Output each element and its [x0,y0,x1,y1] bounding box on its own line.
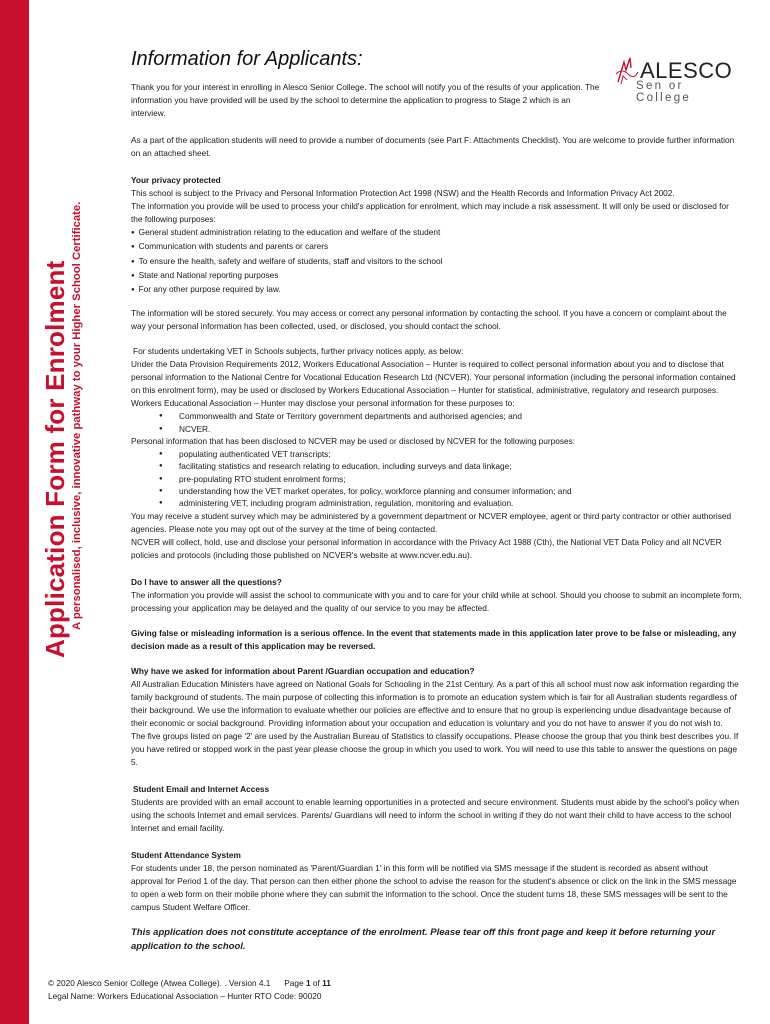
survey-paragraph: You may receive a student survey which may be administered by a government department or NCVER employee, agent or third party contractor or other authorised agencies. Please note you may opt out of the survey at the time of being contacted. [131,510,732,534]
red-side-bar [0,0,29,1024]
privacy-heading: Your privacy protected [131,175,221,185]
vet-intro: For students undertaking VET in Schools subjects, further privacy notices apply, as below: [133,346,464,357]
privacy-purposes-list [131,226,742,297]
list-item: ● administering VET, including program administration, regulation, monitoring and evaluation. [131,497,742,509]
list-item: ● facilitating statistics and research relating to education, including surveys and data linkage; [131,460,742,472]
ncver-purposes-list [131,448,742,509]
email-paragraph: Students are provided with an email account to enable learning opportunities in a protected and secure environment. Students must abide by the school's policy when using the schools Internet and email services. Parents/ Guardians will need to inform the school in writing if they do not want their child to have access to the school Internet and email facility. [131,796,740,833]
list-item: ● understanding how the VET market operates, for policy, workforce planning and consumer information; and [131,485,742,497]
list-item: ● Commonwealth and State or Territory government departments and authorised agencies; and [131,410,742,422]
occupation-paragraph: All Australian Education Ministers have agreed on National Goals for Schooling in the 21st Century. As a part of this all school must now ask information regarding the family background of students. The main purpose of collecting this information is to promote an education system which is fair for all Australian students regardless of their background. We use the information to evaluate whether our policies are effective and to ensure that no group is experiencing undue disadvantage because of their economic or social background. Providing information about your occupation and education is voluntary and you do not have to answer if you do not wish to. [131,678,739,728]
list-item: ● For any other purpose required by law. [131,283,742,297]
privacy-storage-paragraph: The information will be stored securely. You may access or correct any personal information by contacting the school. If you have a concern or complaint about the way your personal information has been collected, used, or disclosed, you should contact the school. [131,308,727,332]
vet-recipients-list [131,410,742,435]
vet-data-provision-paragraph: Under the Data Provision Requirements 2012, Workers Educational Association – Hunter is required to collect personal information about you and to disclose that personal information to the National Centre for Vocational Education Research Ltd (NCVER). Your personal information (including the personal information contained on this enrolment form), may be used or disclosed by Workers Educational Association – Hunter for statistical, administrative, regulatory and research purposes. Workers Educational Association – Hunter may disclose your personal information for these purposes to: [131,359,736,409]
privacy-use-paragraph: The information you provide will be used to process your child's application for enrolment, which may include a risk assessment. It will only be used or disclosed for the following purposes: [131,201,729,224]
privacy-act-paragraph: This school is subject to the Privacy and Personal Information Protection Act 1998 (NSW) and the Health Records and Information Privacy Act 2002. [131,188,675,198]
offence-warning: Giving false or misleading information is a serious offence. In the event that statements made in this application later prove to be false or misleading, any decision made as a result of this application may be reversed. [131,627,737,651]
list-item: ● pre-populating RTO student enrolment forms; [131,473,742,485]
questions-paragraph: The information you provide will assist the school to communicate with you and to care for your child while at school. Should you choose to submit an incomplete form, processing your application may be delayed and the quality of our service to you may be affected. [131,589,742,613]
logo-name: ALESCO [640,58,733,83]
attendance-heading: Student Attendance System [131,849,241,860]
ncver-purposes-intro: Personal information that has been disclosed to NCVER may be used or disclosed by NCVER for the following purposes: [131,436,576,447]
list-item: ● To ensure the health, safety and welfare of students, staff and visitors to the school [131,255,742,269]
page-title: Information for Applicants: [131,48,363,70]
list-item: ● Communication with students and parents or carers [131,240,742,254]
page-footer [48,977,331,1003]
list-item: ● State and National reporting purposes [131,269,742,283]
page-number: Page 1 of 11 [284,978,331,988]
legal-name: Legal Name: Workers Educational Association – Hunter RTO Code: 90020 [48,991,322,1001]
email-heading: Student Email and Internet Access [133,783,270,794]
list-item: ● General student administration relating to the education and welfare of the student [131,226,742,240]
list-item: ● NCVER. [131,423,742,435]
logo-subtitle: Sen or College [636,80,692,104]
occupation-groups-paragraph: The five groups listed on page '2' are used by the Australian Bureau of Statistics to classify occupations. Please choose the group that you think best describes you. If you have retired or stopped work in the past year please choose the group in which you used to work. You will need to use this table to answer the questions on page 5. [131,730,739,767]
intro-paragraph: Thank you for your interest in enrolling in Alesco Senior College. The school will notify you of the results of your application. The information you have provided will be used by the school to determine the application to progress to Stage 2 which is an interview. [131,82,600,118]
tagline-vertical: A personalised, inclusive, innovative pathway to your Higher School Certificate. [71,201,83,630]
ncver-privacy-paragraph: NCVER will collect, hold, use and disclose your personal information in accordance with the Privacy Act 1988 (Cth), the National VET Data Policy and all NCVER policies and protocols (including those published on NCVER's website at www.ncver.edu.au). [131,536,722,560]
footer-line-1 [48,977,331,990]
closing-notice: This application does not constitute acceptance of the enrolment. Please tear off this front page and keep it before returning your application to the school. [131,926,716,952]
copyright-text: © 2020 Alesco Senior College (Atwea College). . Version 4.1 [48,978,271,988]
occupation-heading: Why have we asked for information about Parent /Guardian occupation and education? [131,665,475,676]
documents-paragraph: As a part of the application students will need to provide a number of documents (see Part F: Attachments Checklist). You are welcome to provide further information on an attached sheet. [131,135,735,158]
attendance-paragraph: For students under 18, the person nominated as 'Parent/Guardian 1' in this form will be notified via SMS message if the student is recorded as absent without approval for Period 1 of the day. That person can then either phone the school to advise the reason for the student's absence or click on the link in the SMS message to open a web form on their mobile phone where they can submit the information to the school. Once the student turns 18, these SMS messages will be sent to the campus Student Welfare Officer. [131,862,737,912]
main-content [131,48,742,954]
form-title-vertical: Application Form for Enrolment [40,260,70,658]
questions-heading: Do I have to answer all the questions? [131,576,282,587]
list-item: ● populating authenticated VET transcripts; [131,448,742,460]
